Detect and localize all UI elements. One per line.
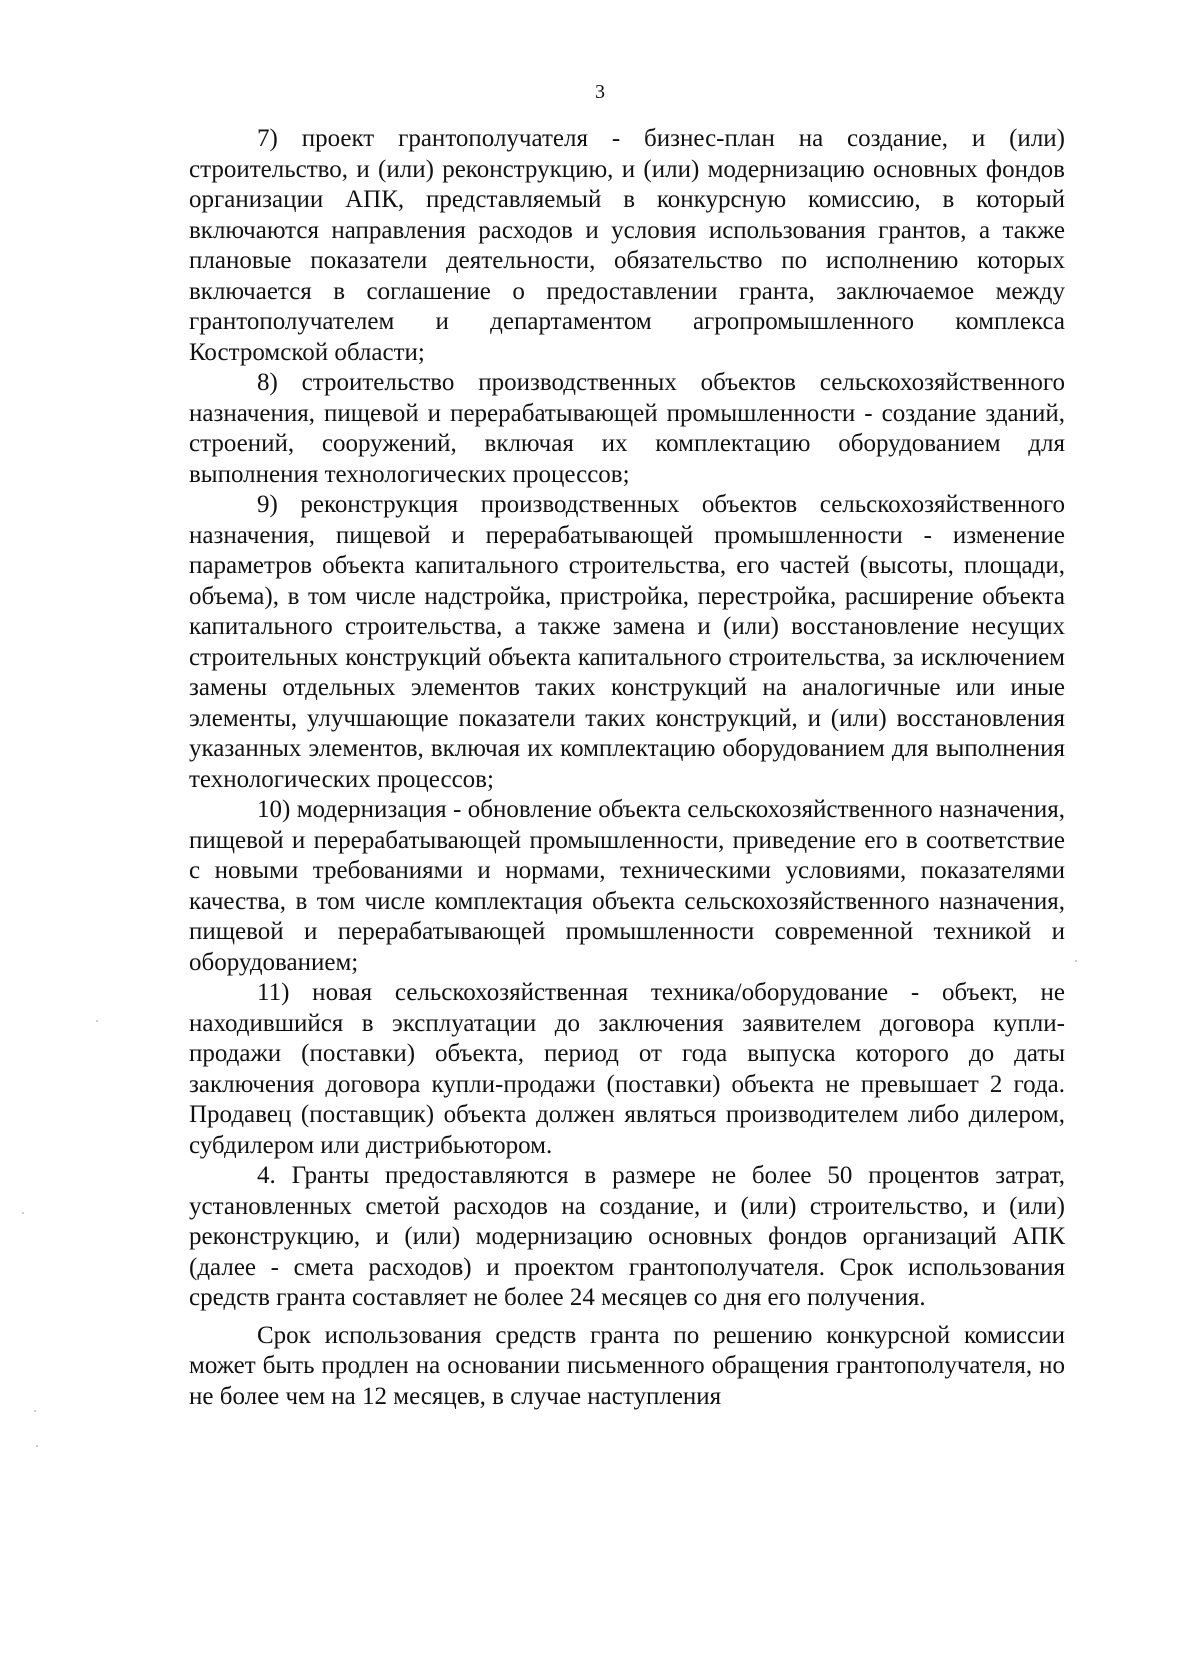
paragraph-clause-4: 4. Гранты предоставляются в размере не более 50 процентов затрат, установленных сметой расходов на создание, и (или) строительство, и (или) реконструкцию, и (или) модернизацию основных фондов организаций АПК (далее - смета расходов) и проектом грантополучателя. Срок использования средств гранта составляет не более 24 месяцев со дня его получения.: [189, 1162, 1065, 1311]
scan-artifact: [36, 1445, 38, 1447]
paragraph-grant-term-extension: Срок использования средств гранта по решению конкурсной комиссии может быть продлен на основании письменного обращения грантополучателя, но не более чем на 12 месяцев, в случае наступления: [189, 1321, 1065, 1410]
paragraph-item-10: 10) модернизация - обновление объекта сельскохозяйственного назначения, пищевой и перерабатывающей промышленности, приведение его в соответствие с новыми требованиями и нормами, техническими условиями, показателями качества, в том числе комплектация объекта сельскохозяйственного назначения, пищевой и перерабатывающей промышленности современной техникой и оборудованием;: [189, 796, 1065, 976]
scan-artifact: [22, 1212, 24, 1214]
paragraph-item-8: 8) строительство производственных объектов сельскохозяйственного назначения, пищевой и перерабатывающей промышленности - создание зданий, строений, сооружений, включая их комплектацию оборудованием для выполнения технологических процессов;: [189, 369, 1065, 488]
paragraph-item-7: 7) проект грантополучателя - бизнес-план на создание, и (или) строительство, и (или) реконструкцию, и (или) модернизацию основных фондов организации АПК, представляемый в конкурсную комиссию, в который включаются направления расходов и условия использования грантов, а также плановые показатели деятельности, обязательство по исполнению которых включается в соглашение о предоставлении гранта, заключаемое между грантополучателем и департаментом агропромышленного комплекса Костромской области;: [189, 125, 1065, 366]
paragraph-item-11: 11) новая сельскохозяйственная техника/оборудование - объект, не находившийся в эксплуатации до заключения заявителем договора купли-продажи (поставки) объекта, период от года выпуска которого до даты заключения договора купли-продажи (поставки) объекта не превышает 2 года. Продавец (поставщик) объекта должен являться производителем либо дилером, субдилером или дистрибьютором.: [189, 979, 1065, 1159]
scan-artifact: [1075, 960, 1077, 962]
page-number: 3: [595, 81, 605, 103]
paragraph-item-9: 9) реконструкция производственных объектов сельскохозяйственного назначения, пищевой и перерабатывающей промышленности - изменение параметров объекта капитального строительства, его частей (высоты, площади, объема), в том числе надстройка, пристройка, перестройка, расширение объекта капитального строительства, а также замена и (или) восстановление несущих строительных конструкций объекта капитального строительства, за исключением замены отдельных элементов таких конструкций на аналогичные или иные элементы, улучшающие показатели таких конструкций, и (или) восстановления указанных элементов, включая их комплектацию оборудованием для выполнения технологических процессов;: [189, 491, 1065, 793]
document-body: [189, 124, 1065, 1412]
scan-artifact: [34, 1410, 36, 1412]
scan-artifact: [96, 1020, 98, 1022]
